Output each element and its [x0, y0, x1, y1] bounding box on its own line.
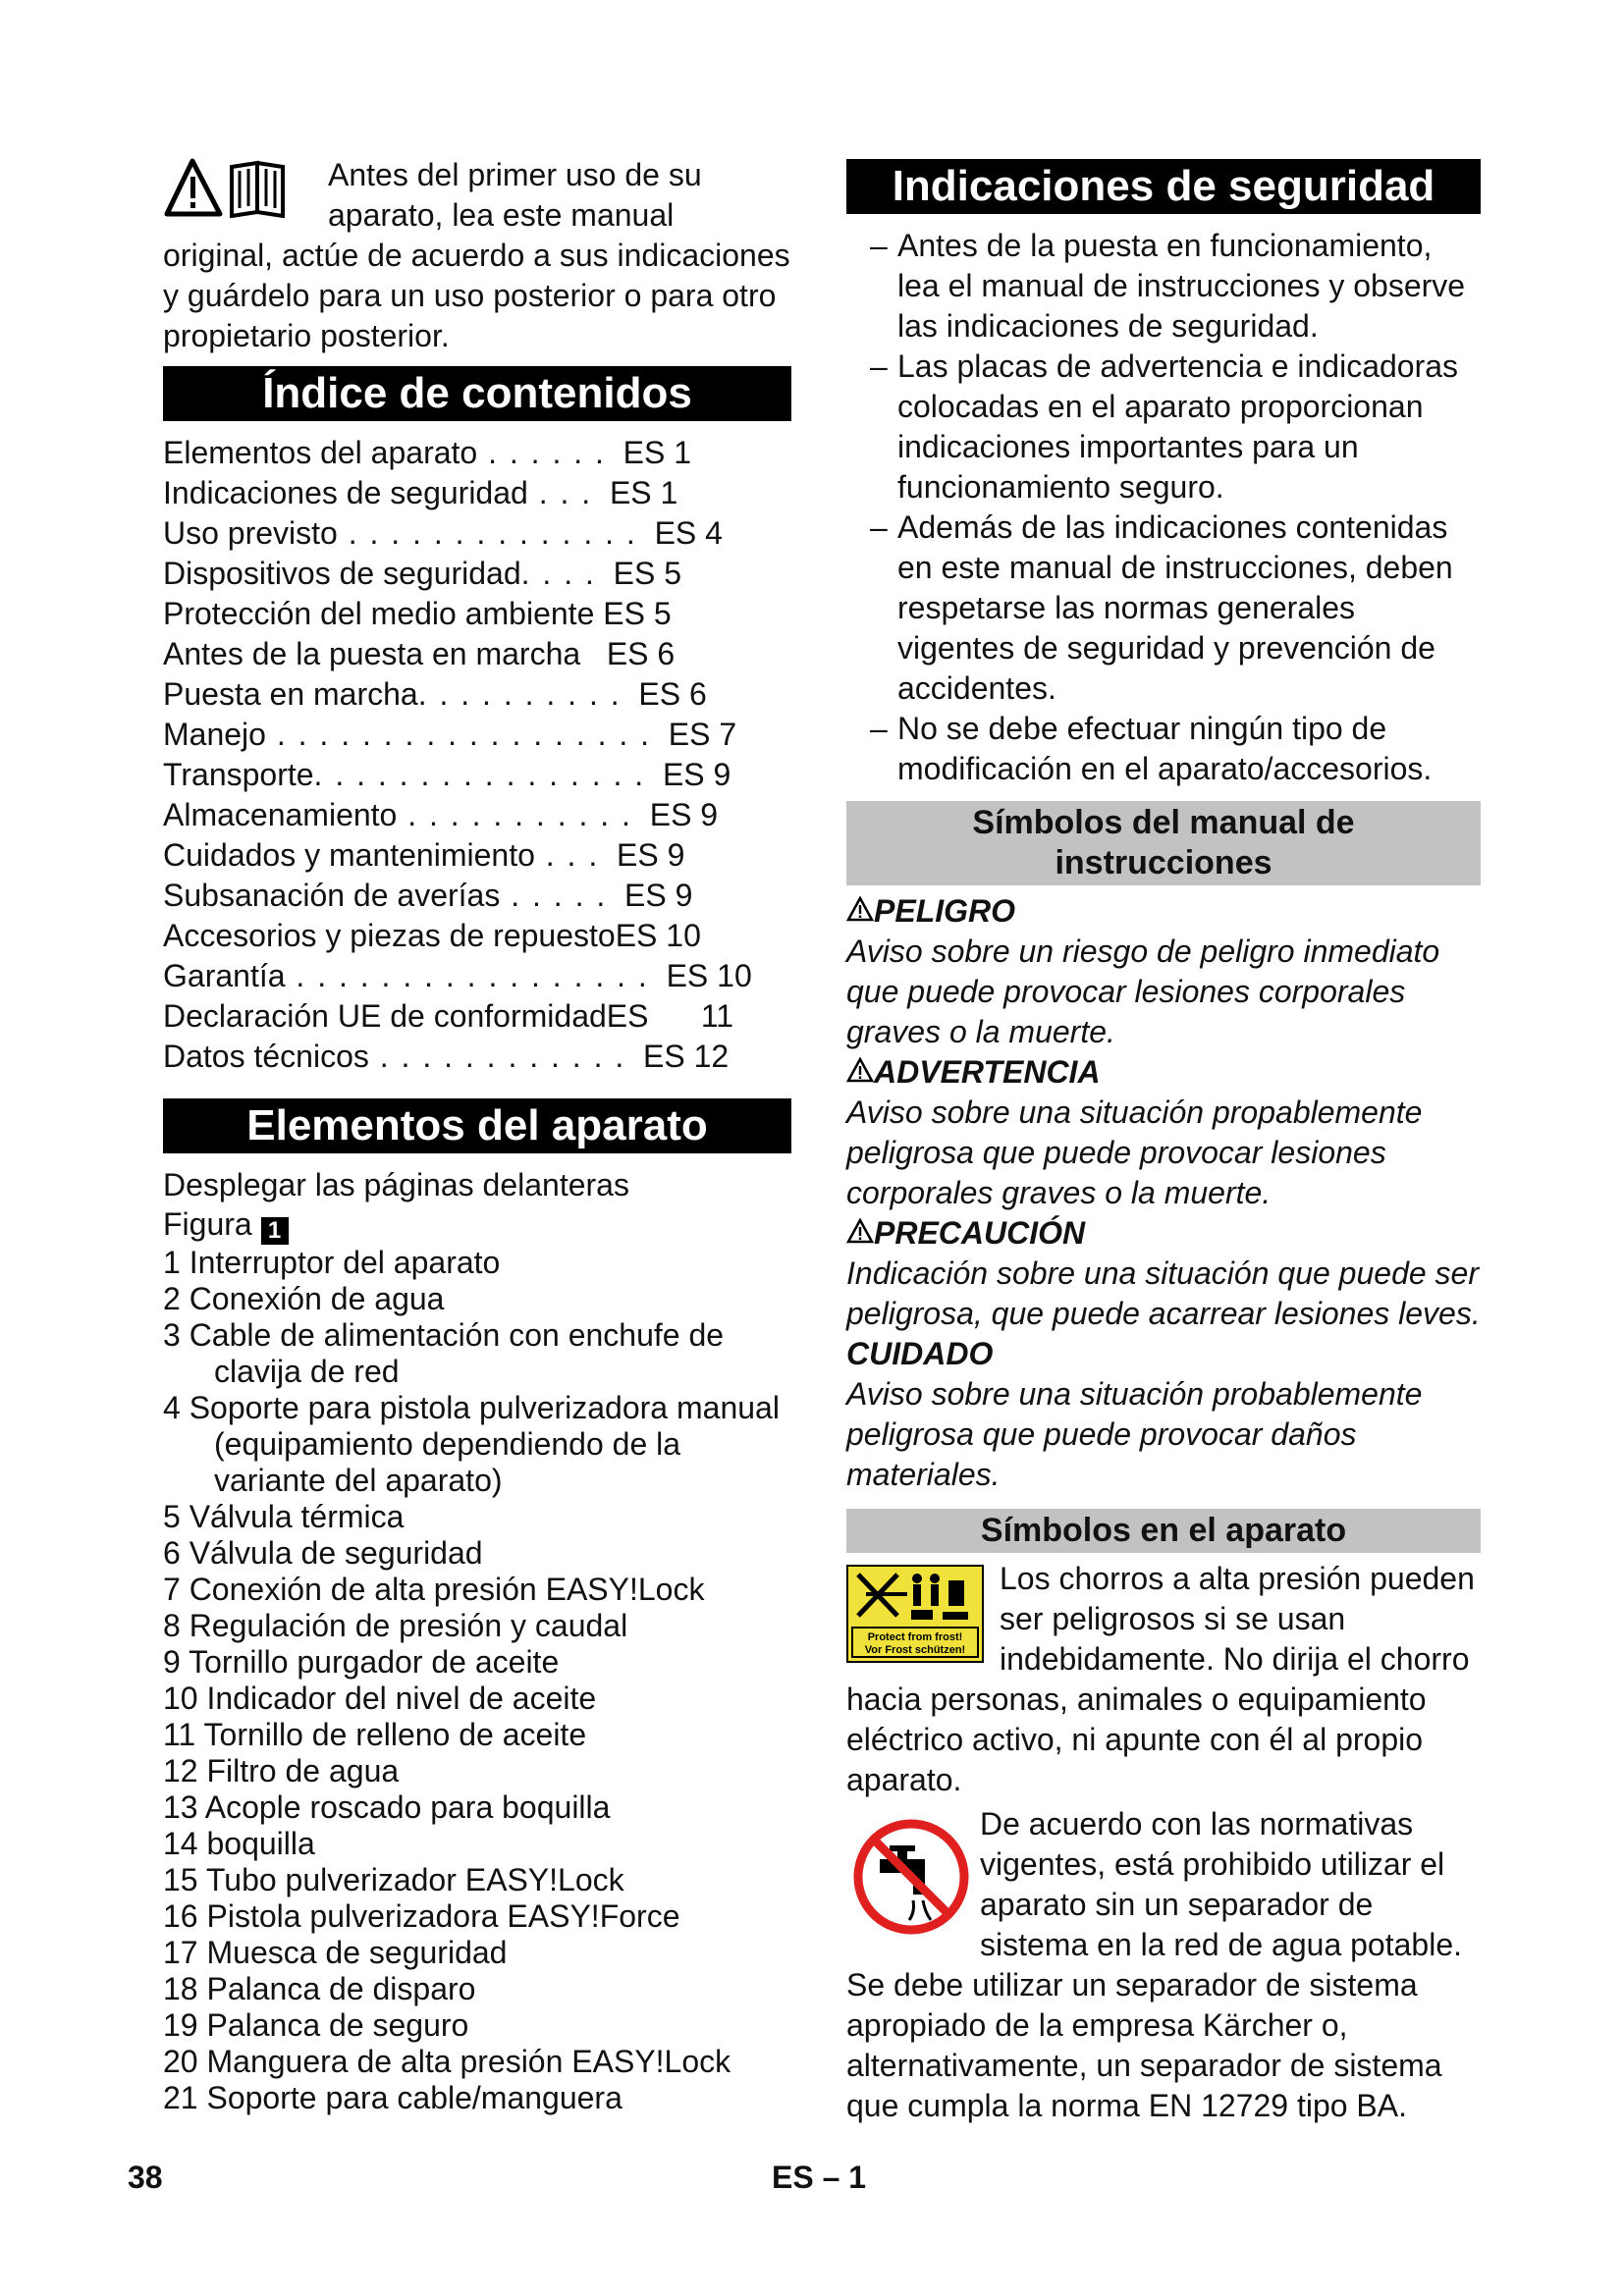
frost-label-de: Vor Frost schützen! — [864, 1644, 966, 1656]
list-item: 14 boquilla — [163, 1826, 315, 1861]
list-item — [846, 347, 1481, 507]
toc-list — [163, 433, 791, 1077]
warning-triangle-icon — [846, 896, 874, 922]
signal-word: CUIDADO — [846, 1336, 994, 1371]
signal-word: PRECAUCIÓN — [874, 1215, 1086, 1251]
toc-entry-title: Cuidados y mantenimiento — [163, 837, 535, 873]
toc-entry[interactable] — [163, 755, 791, 795]
toc-entry[interactable] — [163, 554, 791, 594]
toc-entry[interactable] — [163, 835, 791, 876]
toc-entry[interactable] — [163, 634, 791, 674]
toc-entry-dots: . . . . . — [500, 878, 608, 913]
list-item: 6 Válvula de seguridad — [163, 1535, 483, 1571]
toc-entry-title: Elementos del aparato — [163, 435, 478, 470]
list-item: 9 Tornillo purgador de aceite — [163, 1644, 560, 1680]
toc-entry-title: Antes de la puesta en marcha — [163, 636, 581, 671]
list-item: 17 Muesca de seguridad — [163, 1935, 508, 1970]
page-number: 38 — [128, 2160, 163, 2195]
section-footer — [772, 2160, 866, 2196]
toc-entry-page: ES 9 — [649, 797, 719, 832]
list-item: 16 Pistola pulverizadora EASY!Force — [163, 1898, 680, 1934]
toc-entry-title: Garantía — [163, 958, 286, 993]
safety-item-text: No se debe efectuar ningún tipo de modificación en el aparato/accesorios. — [897, 711, 1433, 786]
toc-entry[interactable] — [163, 433, 791, 473]
toc-entry-dots: . . . . . . — [477, 435, 606, 470]
toc-entry-title: Uso previsto — [163, 515, 338, 551]
toc-entry[interactable] — [163, 795, 791, 835]
list-item — [846, 507, 1481, 709]
toc-entry-page: ES 6 — [606, 636, 676, 671]
list-item: 8 Regulación de presión y caudal — [163, 1608, 628, 1643]
dash-bullet: – — [870, 509, 888, 545]
signal-word: PELIGRO — [874, 893, 1016, 929]
safety-list — [846, 226, 1481, 789]
toc-entry-title: Manejo — [163, 717, 266, 752]
toc-entry[interactable] — [163, 594, 791, 634]
toc-heading: Índice de contenidos — [163, 366, 791, 421]
toc-entry[interactable] — [163, 956, 791, 996]
list-item: 12 Filtro de agua — [163, 1753, 400, 1789]
drinking-water-text: De acuerdo con las normativas vigentes, está prohibido utilizar el aparato sin un separador de sistema en la red de agua potable. Se debe utilizar un separador de sistema apropiado de la empresa Kärcher o, alternativamente, un separador de sistema que cumpla la norma EN 12729 tipo BA. — [846, 1806, 1462, 2123]
list-item: 3 Cable de alimentación con enchufe de clavija de red — [163, 1317, 725, 1389]
toc-entry-dots: . . . . . . . . . . . . — [368, 1039, 626, 1074]
signal-word-notice — [846, 1334, 1481, 1374]
safety-item-text: Además de las indicaciones contenidas en este manual de instrucciones, deben respetarse las normas generales vigentes de seguridad y prevención de accidentes. — [897, 509, 1453, 706]
no-tap-connection-icon — [852, 1818, 970, 1936]
toc-entry-dots: . . . . — [520, 556, 596, 591]
toc-entry[interactable] — [163, 513, 791, 554]
elements-list — [163, 1165, 791, 2116]
list-item — [846, 226, 1481, 347]
toc-entry-title: Transporte — [163, 757, 314, 792]
list-item: 11 Tornillo de relleno de aceite — [163, 1717, 587, 1752]
intro-text: Antes del primer uso de su aparato, lea este manual original, actúe de acuerdo a sus indicaciones y guárdelo para un uso posterior o para otro propietario posterior. — [163, 157, 790, 353]
toc-entry-title: Dispositivos de seguridad — [163, 556, 521, 591]
toc-entry-dots: . . . . . . . . . . . — [397, 797, 632, 832]
toc-entry-page: ES 4 — [654, 515, 723, 551]
list-item: 19 Palanca de seguro — [163, 2007, 469, 2043]
signal-description: Indicación sobre una situación que puede ser peligrosa, que puede acarrear lesiones leves. — [846, 1255, 1481, 1331]
warning-triangle-icon — [846, 1057, 874, 1083]
signal-description: Aviso sobre una situación probablemente peligrosa que puede provocar daños materiales. — [846, 1376, 1423, 1492]
toc-entry-dots: . . . — [527, 475, 593, 510]
elements-intro: Desplegar las páginas delanteras — [163, 1167, 629, 1202]
high-pressure-jet-warning-icon — [846, 1565, 984, 1663]
left-column — [163, 155, 791, 2116]
safety-item-text: Antes de la puesta en funcionamiento, lea el manual de instrucciones y observe las indicaciones de seguridad. — [897, 228, 1466, 344]
toc-entry-title: Accesorios y piezas de repuesto — [163, 918, 616, 953]
toc-entry-dots: . . . — [534, 837, 600, 873]
toc-entry-dots: . . . . . . . . . . . . . . — [337, 515, 637, 551]
list-item: 13 Acople roscado para boquilla — [163, 1789, 611, 1825]
toc-entry-page: ES 10 — [615, 918, 701, 953]
toc-entry-page: ES 5 — [603, 596, 672, 631]
toc-entry-title: Subsanación de averías — [163, 878, 501, 913]
list-item: 18 Palanca de disparo — [163, 1971, 476, 2006]
list-item: 5 Válvula térmica — [163, 1499, 405, 1534]
intro-notice — [163, 155, 791, 356]
toc-entry[interactable] — [163, 996, 791, 1037]
list-item: 10 Indicador del nivel de aceite — [163, 1681, 597, 1716]
section-page: – 1 — [822, 2160, 867, 2195]
toc-entry-title: Puesta en marcha — [163, 676, 418, 712]
safety-heading: Indicaciones de seguridad — [846, 159, 1481, 214]
toc-entry-page: ES 1 — [623, 435, 692, 470]
dash-bullet: – — [870, 711, 888, 746]
toc-entry-page: ES 10 — [666, 958, 752, 993]
signal-word-warning — [846, 1052, 1481, 1093]
toc-entry-title: Indicaciones de seguridad — [163, 475, 528, 510]
toc-entry-dots: . . . . . . . . . . . . . . . . . . — [265, 717, 652, 752]
list-item: 7 Conexión de alta presión EASY!Lock — [163, 1572, 705, 1607]
toc-entry-page: ES 9 — [624, 878, 693, 913]
high-pressure-text: Los chorros a alta presión pueden ser peligrosos si se usan indebidamente. No dirija el chorro hacia personas, animales o equipamiento eléctrico activo, ni apunte con él al propio aparato. — [846, 1561, 1475, 1797]
device-symbols-heading: Símbolos en el aparato — [846, 1509, 1481, 1553]
toc-entry[interactable] — [163, 876, 791, 916]
dash-bullet: – — [870, 348, 888, 384]
list-item: 20 Manguera de alta presión EASY!Lock — [163, 2044, 731, 2079]
toc-entry-page: ES 5 — [613, 556, 682, 591]
signal-word: ADVERTENCIA — [874, 1054, 1101, 1090]
toc-entry-title: Declaración UE de conformidad — [163, 998, 607, 1034]
toc-entry-dots: . . . . . . . . . . . . . . . . . — [285, 958, 649, 993]
toc-entry-page: ES 6 — [638, 676, 707, 712]
figure-label: Figura — [163, 1206, 252, 1242]
toc-entry-dots: . . . . . . . . . . — [417, 676, 622, 712]
toc-entry[interactable] — [163, 674, 791, 715]
manual-symbols-list — [846, 891, 1481, 1495]
signal-description: Aviso sobre una situación propablemente peligrosa que puede provocar lesiones corporales graves o la muerte. — [846, 1095, 1423, 1210]
signal-word-danger — [846, 891, 1481, 932]
warning-manual-icon — [163, 157, 320, 218]
right-column — [846, 159, 1481, 2126]
toc-entry-page: ES 1 — [609, 475, 678, 510]
signal-word-caution — [846, 1213, 1481, 1254]
toc-entry-title: Almacenamiento — [163, 797, 398, 832]
figure-reference — [163, 1204, 791, 1245]
frost-label-en: Protect from frost! — [867, 1631, 963, 1643]
elements-heading: Elementos del aparato — [163, 1098, 791, 1153]
toc-entry-title: Protección del medio ambiente — [163, 596, 595, 631]
toc-entry[interactable] — [163, 1037, 791, 1077]
toc-entry-dots: . . . . . . . . . . . . . . . . — [313, 757, 646, 792]
toc-entry-page: ES 9 — [617, 837, 685, 873]
drinking-water-notice — [846, 1804, 1481, 2126]
figure-number-badge: 1 — [261, 1217, 289, 1245]
list-item: 4 Soporte para pistola pulverizadora manual (equipamiento dependiendo de la variante del aparato) — [163, 1390, 780, 1498]
section-code: ES — [772, 2160, 814, 2195]
toc-entry-page: ES 11 — [606, 998, 734, 1034]
high-pressure-warning — [846, 1559, 1481, 1800]
list-item: 15 Tubo pulverizador EASY!Lock — [163, 1862, 624, 1897]
toc-entry-page: ES 9 — [662, 757, 731, 792]
dash-bullet: – — [870, 228, 888, 263]
signal-description: Aviso sobre un riesgo de peligro inmediato que puede provocar lesiones corporales graves o la muerte. — [846, 934, 1440, 1049]
warning-triangle-icon — [846, 1218, 874, 1244]
list-item: 2 Conexión de agua — [163, 1281, 445, 1316]
toc-entry-page: ES 7 — [668, 717, 737, 752]
safety-item-text: Las placas de advertencia e indicadoras colocadas en el aparato proporcionan indicaciones importantes para un funcionamiento seguro. — [897, 348, 1459, 505]
toc-entry[interactable] — [163, 715, 791, 755]
list-item — [846, 709, 1481, 789]
list-item: 1 Interruptor del aparato — [163, 1245, 501, 1280]
manual-symbols-heading: Símbolos del manual de instrucciones — [846, 801, 1481, 885]
toc-entry-title: Datos técnicos — [163, 1039, 369, 1074]
toc-entry[interactable] — [163, 916, 791, 956]
list-item: 21 Soporte para cable/manguera — [163, 2080, 623, 2115]
toc-entry-page: ES 12 — [643, 1039, 730, 1074]
toc-entry[interactable] — [163, 473, 791, 513]
